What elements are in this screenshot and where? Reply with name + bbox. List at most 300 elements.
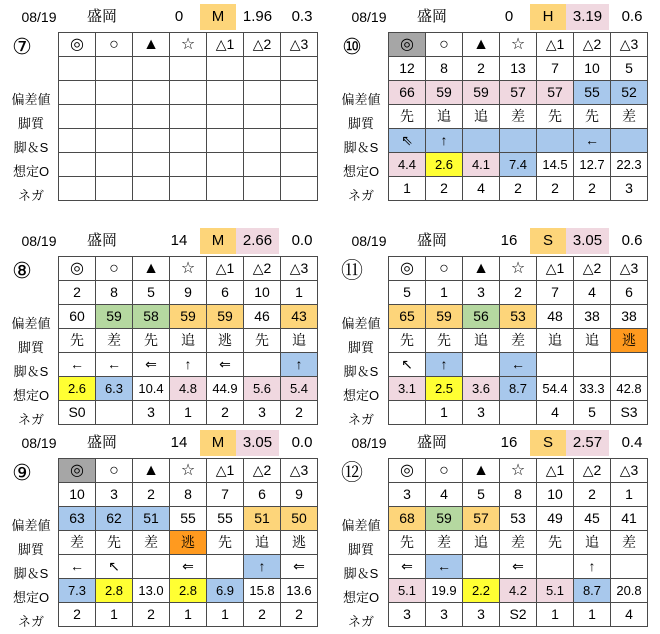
- horse-number-cell: 7: [537, 57, 574, 81]
- grid-row: [59, 153, 318, 177]
- horse-number-cell: 1: [426, 281, 463, 305]
- race-panel: [334, 228, 659, 428]
- race-panel: [334, 430, 659, 630]
- grid-row: [389, 353, 648, 377]
- grid-row: [59, 129, 318, 153]
- grid-row: [389, 129, 648, 153]
- deviation-cell: 59: [463, 81, 500, 105]
- horse-number-cell: 1: [281, 281, 318, 305]
- horse-number-cell: 4: [574, 281, 611, 305]
- negative-cell: 5: [574, 401, 611, 425]
- negative-cell: 2: [59, 603, 96, 627]
- mark-cell: ☆: [170, 33, 207, 57]
- deviation-cell: 53: [500, 507, 537, 531]
- mark-cell: ☆: [500, 459, 537, 483]
- expected-odds-cell: 44.9: [207, 377, 244, 401]
- mark-cell: ◎: [59, 33, 96, 57]
- expected-odds-cell: [207, 153, 244, 177]
- mark-cell: ○: [96, 257, 133, 281]
- deviation-cell: 48: [537, 305, 574, 329]
- row-label: 脚＆S: [343, 364, 379, 379]
- race-sub-index: 0.3: [291, 8, 313, 25]
- venue-name: 盛岡: [416, 8, 447, 25]
- row-label: 偏差値: [341, 316, 381, 331]
- expected-odds-cell: 2.6: [59, 377, 96, 401]
- running-style-cell: [59, 105, 96, 129]
- horse-number-cell: [133, 57, 170, 81]
- horse-number-cell: 5: [133, 281, 170, 305]
- pace-arrow-cell: ↑: [426, 129, 463, 153]
- pace-arrow-cell: [244, 129, 281, 153]
- running-style-cell: [281, 105, 318, 129]
- pace-arrow-cell: [170, 129, 207, 153]
- running-style-cell: 差: [500, 329, 537, 353]
- row-label: 想定O: [342, 164, 380, 179]
- race-sub-index: 0.4: [621, 434, 643, 451]
- negative-cell: 3: [463, 603, 500, 627]
- running-style-cell: 差: [133, 531, 170, 555]
- negative-cell: 3: [389, 603, 426, 627]
- horse-number-cell: [170, 57, 207, 81]
- race-sub-index: 0.0: [291, 434, 313, 451]
- race-rank: M: [200, 4, 236, 30]
- expected-odds-cell: 7.3: [59, 579, 96, 603]
- negative-cell: 1: [574, 603, 611, 627]
- pace-arrow-cell: [133, 555, 170, 579]
- pace-arrow-cell: ⇐: [133, 353, 170, 377]
- expected-odds-cell: 4.1: [463, 153, 500, 177]
- expected-odds-cell: 5.6: [244, 377, 281, 401]
- pace-arrow-cell: ⇐: [170, 555, 207, 579]
- grid-row: [59, 555, 318, 579]
- horse-number-cell: 7: [207, 483, 244, 507]
- running-style-cell: 追: [244, 531, 281, 555]
- pace-arrow-cell: [133, 129, 170, 153]
- grid-row: [59, 353, 318, 377]
- negative-cell: [133, 177, 170, 201]
- negative-cell: [389, 401, 426, 425]
- negative-cell: 3: [244, 401, 281, 425]
- pace-arrow-cell: [537, 555, 574, 579]
- deviation-cell: 38: [574, 305, 611, 329]
- horse-number-cell: 9: [281, 483, 318, 507]
- running-style-cell: 差: [426, 531, 463, 555]
- race-date: 08/19: [351, 233, 387, 249]
- expected-odds-cell: 5.1: [389, 579, 426, 603]
- mark-cell: △2: [574, 459, 611, 483]
- running-style-cell: 追: [574, 329, 611, 353]
- row-label: 偏差値: [341, 518, 381, 533]
- race-panel: [4, 430, 329, 630]
- negative-cell: 2: [574, 177, 611, 201]
- grid-row: [389, 483, 648, 507]
- deviation-cell: 59: [96, 305, 133, 329]
- negative-cell: 4: [463, 177, 500, 201]
- deviation-cell: [170, 81, 207, 105]
- negative-cell: 2: [281, 603, 318, 627]
- mark-cell: △3: [281, 459, 318, 483]
- expected-odds-cell: 5.4: [281, 377, 318, 401]
- running-style-cell: [170, 105, 207, 129]
- pace-arrow-cell: ⇐: [389, 555, 426, 579]
- pace-arrow-cell: [537, 129, 574, 153]
- row-label: 脚質: [17, 542, 44, 557]
- mark-cell: ◎: [59, 257, 96, 281]
- horse-number-cell: 10: [537, 483, 574, 507]
- negative-cell: 3: [426, 603, 463, 627]
- race-rank: H: [530, 4, 566, 30]
- grid-row: [59, 377, 318, 401]
- race-rank: S: [530, 430, 566, 456]
- horse-grid: [388, 458, 648, 627]
- venue-name: 盛岡: [416, 434, 447, 451]
- grid-row: [59, 329, 318, 353]
- running-style-cell: 先: [389, 105, 426, 129]
- pace-arrow-cell: ↑: [281, 353, 318, 377]
- horse-number-cell: [281, 57, 318, 81]
- expected-odds-cell: 33.3: [574, 377, 611, 401]
- negative-cell: 1: [170, 401, 207, 425]
- mark-cell: ☆: [170, 257, 207, 281]
- expected-odds-cell: 7.4: [500, 153, 537, 177]
- race-index: 3.19: [566, 4, 609, 30]
- running-style-cell: 差: [500, 531, 537, 555]
- race-index: 2.57: [566, 430, 609, 456]
- row-label: 脚質: [347, 542, 374, 557]
- horse-number-cell: 6: [611, 281, 648, 305]
- mark-cell: ☆: [170, 459, 207, 483]
- negative-cell: [281, 177, 318, 201]
- horse-number-cell: 10: [59, 483, 96, 507]
- row-label: ネガ: [347, 614, 374, 629]
- running-style-cell: 先: [389, 329, 426, 353]
- mark-cell: ▲: [133, 33, 170, 57]
- deviation-cell: 38: [611, 305, 648, 329]
- row-label: 想定O: [12, 388, 50, 403]
- deviation-cell: 41: [611, 507, 648, 531]
- grid-row: [389, 81, 648, 105]
- pace-arrow-cell: [207, 555, 244, 579]
- horse-number-cell: 7: [537, 281, 574, 305]
- race-rank: S: [530, 228, 566, 254]
- deviation-cell: 63: [59, 507, 96, 531]
- grid-row: [389, 257, 648, 281]
- pace-arrow-cell: [611, 129, 648, 153]
- horse-number-cell: [96, 57, 133, 81]
- venue-name: 盛岡: [86, 434, 117, 451]
- running-style-cell: 逃: [207, 329, 244, 353]
- expected-odds-cell: [281, 153, 318, 177]
- grid-row: [389, 507, 648, 531]
- mark-cell: △1: [537, 459, 574, 483]
- negative-cell: S0: [59, 401, 96, 425]
- negative-cell: 1: [170, 603, 207, 627]
- row-label: ネガ: [347, 412, 374, 427]
- row-label: 偏差値: [11, 316, 51, 331]
- horse-number-cell: 5: [463, 483, 500, 507]
- grid-row: [389, 305, 648, 329]
- mark-cell: ○: [426, 33, 463, 57]
- row-label: 想定O: [342, 388, 380, 403]
- horse-number-cell: 5: [389, 281, 426, 305]
- mark-cell: △2: [244, 257, 281, 281]
- negative-cell: [170, 177, 207, 201]
- expected-odds-cell: 10.4: [133, 377, 170, 401]
- pace-arrow-cell: [244, 353, 281, 377]
- grid-row: [389, 377, 648, 401]
- negative-cell: 1: [537, 603, 574, 627]
- pace-arrow-cell: ⇐: [281, 555, 318, 579]
- mark-cell: ◎: [389, 33, 426, 57]
- pace-arrow-cell: ↑: [244, 555, 281, 579]
- mark-cell: ▲: [463, 257, 500, 281]
- race-index: 1.96: [242, 8, 273, 25]
- grid-row: [59, 105, 318, 129]
- race-date: 08/19: [21, 9, 57, 25]
- horse-number-cell: 3: [463, 281, 500, 305]
- race-header: [4, 4, 329, 30]
- expected-odds-cell: 2.8: [170, 579, 207, 603]
- grid-row: [389, 579, 648, 603]
- deviation-cell: [133, 81, 170, 105]
- expected-odds-cell: [96, 153, 133, 177]
- race-rank: M: [200, 228, 236, 254]
- deviation-cell: [207, 81, 244, 105]
- mark-cell: △3: [611, 257, 648, 281]
- running-style-cell: 追: [463, 105, 500, 129]
- pace-arrow-cell: ←: [59, 555, 96, 579]
- horse-number-cell: 2: [463, 57, 500, 81]
- horse-grid: [58, 458, 318, 627]
- pace-arrow-cell: ↑: [574, 555, 611, 579]
- race-date: 08/19: [21, 233, 57, 249]
- expected-odds-cell: 2.6: [426, 153, 463, 177]
- deviation-cell: 55: [207, 507, 244, 531]
- deviation-cell: 43: [281, 305, 318, 329]
- expected-odds-cell: 19.9: [426, 579, 463, 603]
- grid-row: [389, 105, 648, 129]
- running-style-cell: 追: [463, 329, 500, 353]
- horse-number-cell: 6: [244, 483, 281, 507]
- venue-name: 盛岡: [86, 8, 117, 25]
- running-style-cell: 先: [537, 105, 574, 129]
- race-number: ⑦: [12, 34, 32, 59]
- mark-cell: △1: [537, 257, 574, 281]
- pace-arrow-cell: ←: [574, 129, 611, 153]
- deviation-cell: 57: [500, 81, 537, 105]
- field-size: 14: [170, 434, 188, 451]
- mark-cell: △3: [281, 33, 318, 57]
- horse-number-cell: 2: [500, 281, 537, 305]
- negative-cell: [207, 177, 244, 201]
- mark-cell: △2: [574, 257, 611, 281]
- deviation-cell: 59: [426, 507, 463, 531]
- expected-odds-cell: 8.7: [500, 377, 537, 401]
- expected-odds-cell: 4.2: [500, 579, 537, 603]
- negative-cell: [96, 177, 133, 201]
- running-style-cell: 先: [59, 329, 96, 353]
- running-style-cell: 逃: [281, 531, 318, 555]
- expected-odds-cell: 5.1: [537, 579, 574, 603]
- negative-cell: 2: [537, 177, 574, 201]
- running-style-cell: [96, 105, 133, 129]
- race-header: [4, 228, 329, 254]
- grid-row: [389, 531, 648, 555]
- negative-cell: 4: [611, 603, 648, 627]
- race-header: [334, 4, 659, 30]
- pace-arrow-cell: [59, 129, 96, 153]
- row-label: 脚質: [347, 340, 374, 355]
- running-style-cell: 差: [611, 531, 648, 555]
- horse-number-cell: 8: [426, 57, 463, 81]
- grid-row: [389, 281, 648, 305]
- expected-odds-cell: 42.8: [611, 377, 648, 401]
- pace-arrow-cell: [96, 129, 133, 153]
- mark-cell: ○: [96, 459, 133, 483]
- expected-odds-cell: 4.4: [389, 153, 426, 177]
- running-style-cell: 追: [463, 531, 500, 555]
- mark-cell: ◎: [389, 257, 426, 281]
- mark-cell: △3: [611, 33, 648, 57]
- row-label: ネガ: [347, 188, 374, 203]
- grid-row: [59, 281, 318, 305]
- negative-cell: [244, 177, 281, 201]
- negative-cell: 1: [426, 401, 463, 425]
- row-label: 脚＆S: [343, 140, 379, 155]
- pace-arrow-cell: ⇖: [389, 129, 426, 153]
- pace-arrow-cell: ←: [426, 555, 463, 579]
- race-number: ⑪: [340, 258, 363, 283]
- pace-arrow-cell: [463, 555, 500, 579]
- pace-arrow-cell: [281, 129, 318, 153]
- grid-row: [389, 57, 648, 81]
- horse-number-cell: [244, 57, 281, 81]
- field-size: 0: [174, 8, 184, 25]
- race-number: ⑫: [340, 460, 363, 485]
- negative-cell: 2: [281, 401, 318, 425]
- expected-odds-cell: 6.3: [96, 377, 133, 401]
- mark-cell: △1: [207, 257, 244, 281]
- row-label: 脚質: [17, 340, 44, 355]
- deviation-cell: 66: [389, 81, 426, 105]
- row-label: 想定O: [12, 590, 50, 605]
- negative-cell: S3: [611, 401, 648, 425]
- deviation-cell: 55: [170, 507, 207, 531]
- negative-cell: 3: [611, 177, 648, 201]
- deviation-cell: 58: [133, 305, 170, 329]
- grid-row: [59, 603, 318, 627]
- row-label: 脚＆S: [13, 140, 49, 155]
- grid-row: [59, 531, 318, 555]
- row-label: ネガ: [17, 412, 44, 427]
- mark-cell: ☆: [500, 33, 537, 57]
- expected-odds-cell: 12.7: [574, 153, 611, 177]
- running-style-cell: 先: [574, 105, 611, 129]
- horse-grid: [388, 256, 648, 425]
- expected-odds-cell: 3.1: [389, 377, 426, 401]
- expected-odds-cell: 13.0: [133, 579, 170, 603]
- horse-number-cell: 2: [133, 483, 170, 507]
- negative-cell: 2: [500, 177, 537, 201]
- running-style-cell: 追: [574, 531, 611, 555]
- negative-cell: 2: [207, 401, 244, 425]
- grid-row: [59, 507, 318, 531]
- deviation-cell: 57: [463, 507, 500, 531]
- row-label: 偏差値: [11, 518, 51, 533]
- deviation-cell: 60: [59, 305, 96, 329]
- deviation-cell: 49: [537, 507, 574, 531]
- race-panel: [334, 4, 659, 204]
- row-label: 想定O: [12, 164, 50, 179]
- field-size: 0: [504, 8, 514, 25]
- running-style-cell: 追: [537, 329, 574, 353]
- running-style-cell: [244, 105, 281, 129]
- expected-odds-cell: 54.4: [537, 377, 574, 401]
- grid-row: [389, 555, 648, 579]
- mark-cell: △1: [207, 33, 244, 57]
- horse-number-cell: 2: [59, 281, 96, 305]
- grid-row: [59, 579, 318, 603]
- running-style-cell: 追: [281, 329, 318, 353]
- expected-odds-cell: 22.3: [611, 153, 648, 177]
- running-style-cell: 先: [244, 329, 281, 353]
- pace-arrow-cell: [463, 353, 500, 377]
- race-number: ⑩: [342, 34, 362, 59]
- mark-cell: ▲: [463, 33, 500, 57]
- race-panel: [4, 4, 329, 204]
- grid-row: [59, 33, 318, 57]
- running-style-cell: 逃: [611, 329, 648, 353]
- race-sub-index: 0.0: [291, 232, 313, 249]
- running-style-cell: 追: [170, 329, 207, 353]
- race-header: [334, 430, 659, 456]
- row-label: 偏差値: [341, 92, 381, 107]
- horse-number-cell: [207, 57, 244, 81]
- race-panel: [4, 228, 329, 428]
- grid-row: [389, 459, 648, 483]
- grid-row: [59, 459, 318, 483]
- expected-odds-cell: [244, 153, 281, 177]
- horse-number-cell: 10: [574, 57, 611, 81]
- grid-row: [59, 57, 318, 81]
- negative-cell: 4: [537, 401, 574, 425]
- field-size: 16: [500, 232, 518, 249]
- expected-odds-cell: 20.8: [611, 579, 648, 603]
- deviation-cell: 56: [463, 305, 500, 329]
- mark-cell: △1: [207, 459, 244, 483]
- mark-cell: ○: [426, 459, 463, 483]
- grid-row: [59, 483, 318, 507]
- deviation-cell: 59: [207, 305, 244, 329]
- field-size: 16: [500, 434, 518, 451]
- mark-cell: △2: [244, 459, 281, 483]
- pace-arrow-cell: ⇐: [207, 353, 244, 377]
- running-style-cell: 先: [133, 329, 170, 353]
- expected-odds-cell: 2.2: [463, 579, 500, 603]
- deviation-cell: [244, 81, 281, 105]
- grid-row: [59, 257, 318, 281]
- deviation-cell: [96, 81, 133, 105]
- deviation-cell: 45: [574, 507, 611, 531]
- mark-cell: △1: [537, 33, 574, 57]
- venue-name: 盛岡: [416, 232, 447, 249]
- race-sub-index: 0.6: [621, 232, 643, 249]
- pace-arrow-cell: ←: [59, 353, 96, 377]
- row-label: 脚質: [347, 116, 374, 131]
- pace-arrow-cell: ←: [96, 353, 133, 377]
- deviation-cell: 52: [611, 81, 648, 105]
- mark-cell: △2: [574, 33, 611, 57]
